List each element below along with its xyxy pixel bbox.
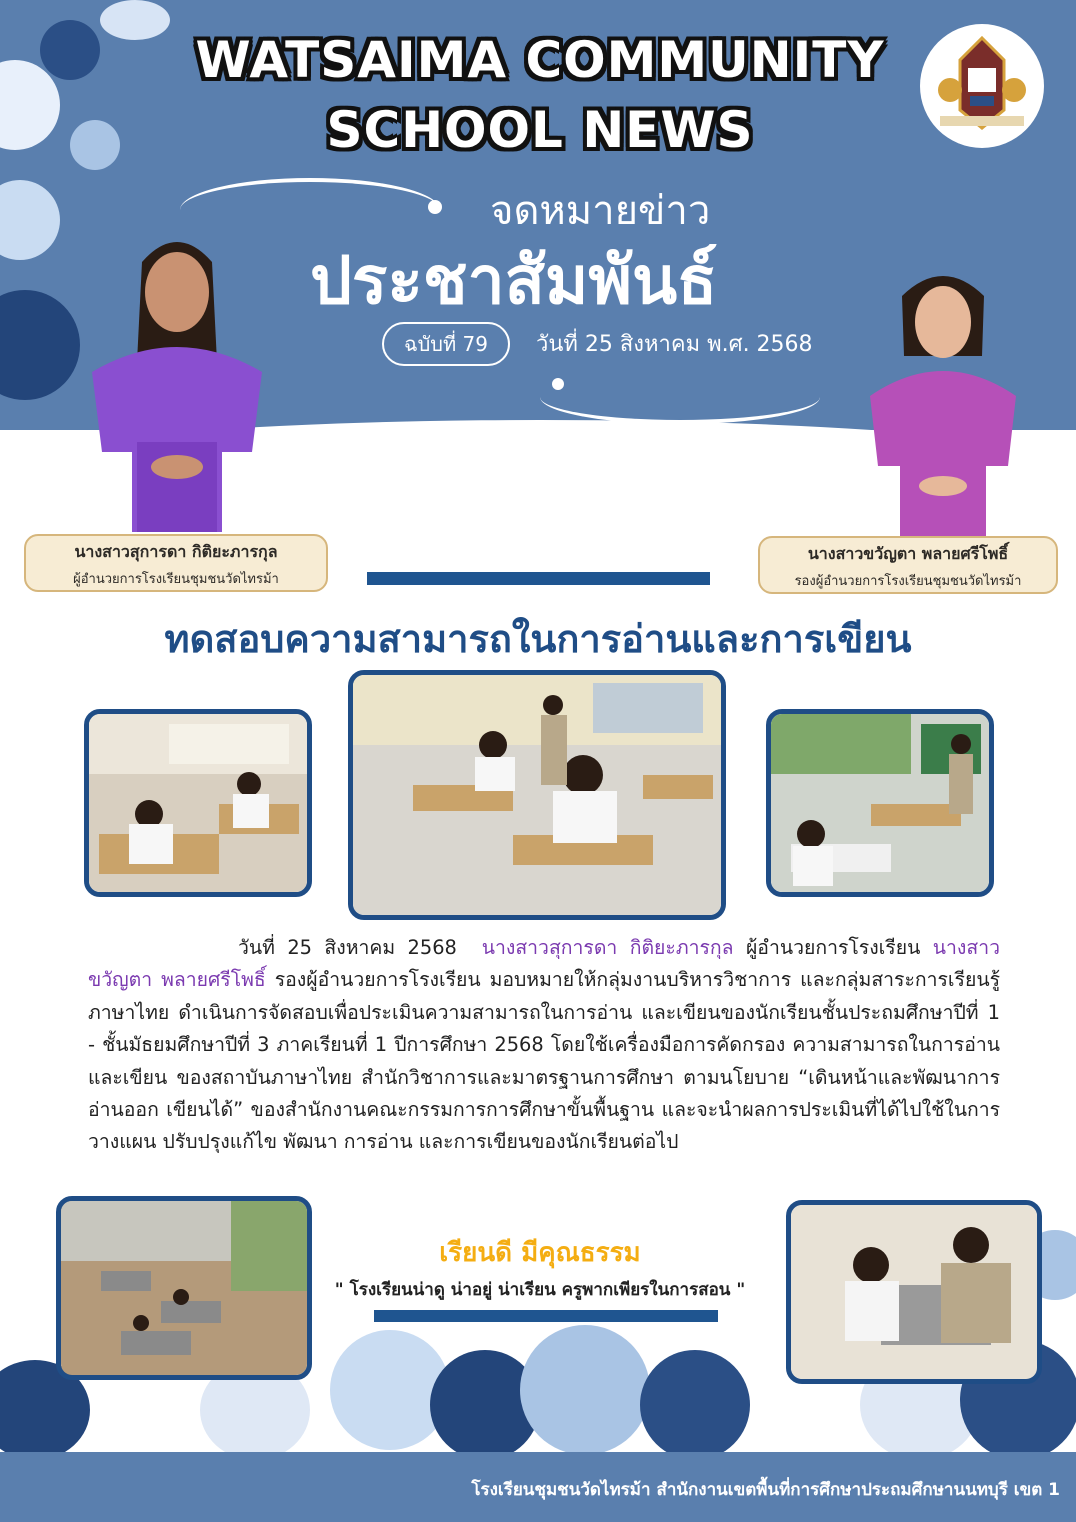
director-role-text: ผู้อำนวยการโรงเรียน bbox=[745, 936, 921, 959]
motto-divider bbox=[374, 1310, 718, 1322]
flower-decoration bbox=[70, 120, 120, 170]
director-role: ผู้อำนวยการโรงเรียนชุมชนวัดไทรม้า bbox=[73, 572, 279, 587]
school-seal-icon bbox=[920, 24, 1044, 148]
classroom-photo-5 bbox=[786, 1200, 1042, 1384]
deputy-role: รองผู้อำนวยการโรงเรียนชุมชนวัดไทรม้า bbox=[794, 574, 1022, 589]
footer-text: โรงเรียนชุมชนวัดไทรม้า สำนักงานเขตพื้นที่การศึกษาประถมศึกษานนทบุรี เขต 1 bbox=[471, 1480, 1060, 1500]
director-mention: นางสาวสุการดา กิติยะภารกุล bbox=[481, 936, 734, 959]
director-name-tag bbox=[24, 534, 328, 592]
article-date: วันที่ 25 สิงหาคม 2568 bbox=[238, 936, 457, 959]
deputy-mention: นางสาวขวัญตา พลายศรีโพธิ์ bbox=[88, 936, 1000, 992]
dot-decoration bbox=[428, 200, 442, 214]
flower-decoration bbox=[100, 0, 170, 40]
classroom-photo-2 bbox=[348, 670, 726, 920]
issue-date: วันที่ 25 สิงหาคม พ.ศ. 2568 bbox=[536, 332, 813, 357]
main-title: ประชาสัมพันธ์ bbox=[310, 242, 718, 319]
dot-decoration bbox=[552, 378, 564, 390]
flower-decoration bbox=[40, 20, 100, 80]
swoosh-decoration bbox=[540, 370, 820, 424]
newsletter-title-line2: SCHOOL NEWS bbox=[326, 101, 754, 159]
deputy-name: นางสาวขวัญตา พลายศรีโพธิ์ bbox=[807, 544, 1009, 563]
article-body bbox=[88, 932, 1000, 1159]
deputy-name-tag bbox=[758, 536, 1058, 594]
school-logo bbox=[920, 24, 1044, 148]
subtitle: จดหมายข่าว bbox=[490, 188, 711, 234]
school-slogan: " โรงเรียนน่าดู น่าอยู่ น่าเรียน ครูพากเพียรในการสอน " bbox=[334, 1280, 746, 1300]
director-photo bbox=[82, 222, 272, 532]
director-name: นางสาวสุการดา กิติยะภารกุล bbox=[74, 542, 278, 561]
newsletter-title-line1: WATSAIMA COMMUNITY bbox=[195, 31, 885, 89]
issue-badge: ฉบับที่ 79 bbox=[382, 322, 510, 366]
classroom-photo-4 bbox=[56, 1196, 312, 1380]
headline-divider bbox=[367, 572, 710, 585]
flower-decoration bbox=[520, 1325, 650, 1455]
article-text: รองผู้อำนวยการโรงเรียน มอบหมายให้กลุ่มงานบริหารวิชาการ และกลุ่มสาระการเรียนรู้ภาษาไทย ดำเนินการจัดสอบเพื่อประเมินความสามารถในการอ่าน และเขียนของนักเรียนชั้นประถมศึกษาปีที่ 1 - ชั้นมัธยมศึกษาปีที่ 3 ภาคเรียนที่ 1 ปีการศึกษา 2568 โดยใช้เครื่องมือการคัดกรอง ความสามารถในการอ่านและเขียน ของสถาบันภาษาไทย สำนักวิชาการและมาตรฐานการศึกษา ตามนโยบาย “เดินหน้าและพัฒนาการอ่านออก เขียนได้” ของสำนักงานคณะกรรมการการศึกษาขั้นพื้นฐาน และจะนำผลการประเมินที่ได้ไปใช้ในการวางแผน ปรับปรุงแก้ไข พัฒนา การอ่าน และการเขียนของนักเรียนต่อไป bbox=[88, 968, 1000, 1154]
article-headline: ทดสอบความสามารถในการอ่านและการเขียน bbox=[164, 617, 912, 661]
flower-decoration bbox=[640, 1350, 750, 1460]
deputy-director-photo bbox=[862, 256, 1024, 536]
classroom-photo-3 bbox=[766, 709, 994, 897]
school-motto: เรียนดี มีคุณธรรม bbox=[439, 1238, 641, 1268]
classroom-photo-1 bbox=[84, 709, 312, 897]
